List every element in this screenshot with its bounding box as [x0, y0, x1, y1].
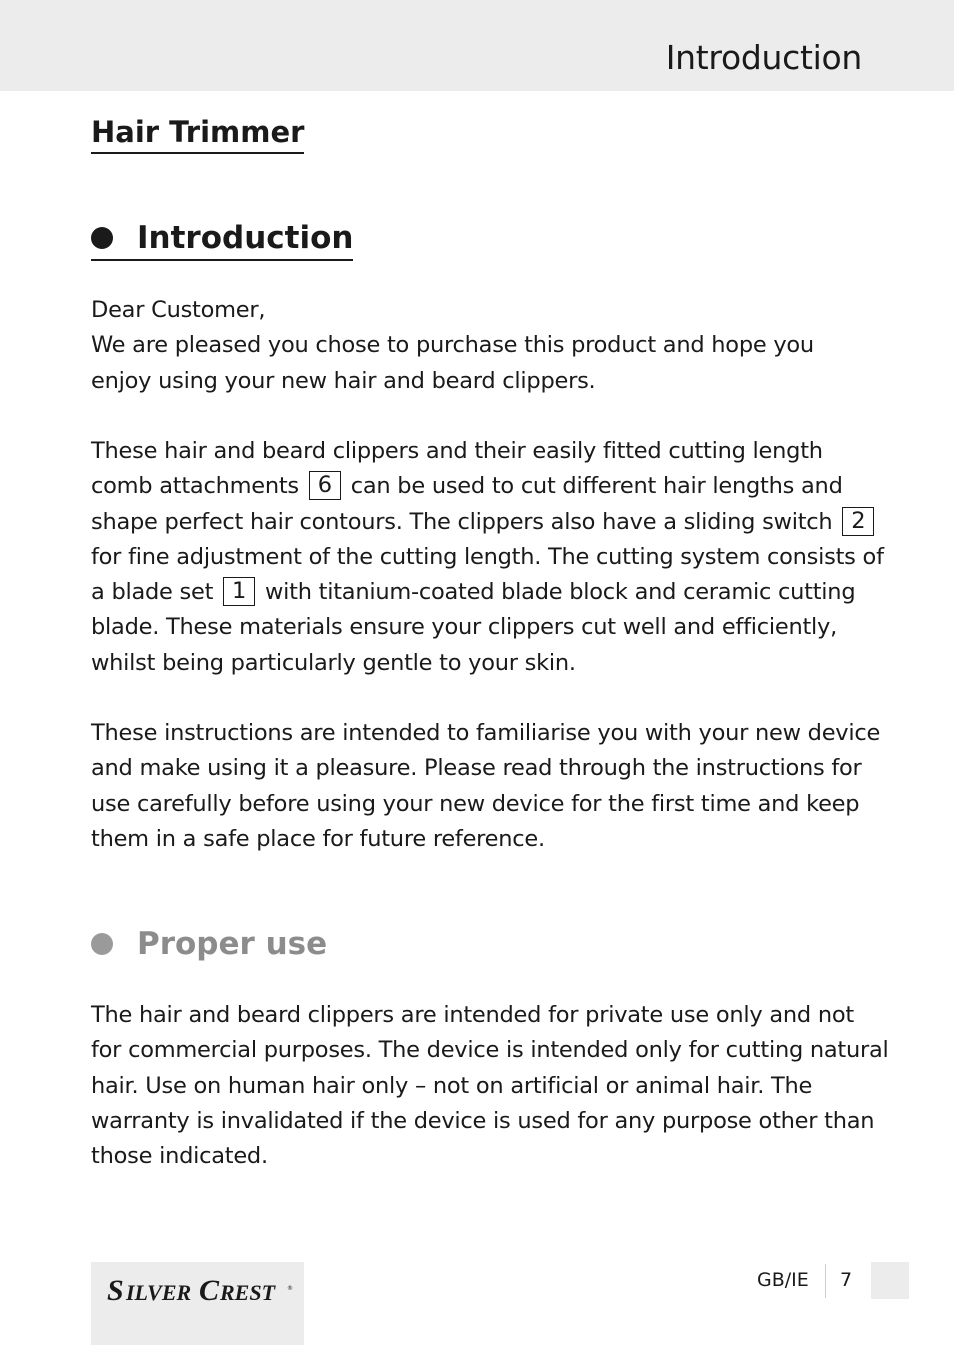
part-reference-blade: 1	[223, 577, 255, 606]
text-line	[91, 505, 871, 540]
header-band	[0, 0, 954, 91]
document-title: Hair Trimmer	[91, 114, 304, 154]
bullet-icon	[91, 933, 113, 955]
section-heading-proper-use	[91, 924, 327, 964]
text-line: them in a safe place for future reference.	[91, 825, 545, 852]
text-line: The hair and beard clippers are intended for private use only and not	[91, 1002, 854, 1028]
section-heading-label: Proper use	[137, 926, 328, 962]
text-line: warranty is invalidated if the device is used for any purpose other than	[91, 1107, 875, 1134]
section-heading-introduction	[91, 218, 353, 261]
text-line: These hair and beard clippers and their easily fitted cutting length	[91, 438, 823, 464]
footer-tab-marker	[871, 1262, 909, 1299]
footer-locale: GB/IE	[757, 1269, 809, 1291]
svg-text:C: C	[199, 1274, 220, 1306]
text-line: those indicated.	[91, 1143, 268, 1170]
text-line: blade. These materials ensure your clippers cut well and efficiently,	[91, 614, 838, 641]
bullet-icon	[91, 227, 113, 249]
paragraph-proper-use	[91, 998, 889, 1174]
svg-text:REST: REST	[220, 1280, 276, 1305]
silvercrest-logo	[107, 1270, 297, 1306]
text-fragment: a blade set	[91, 579, 214, 606]
text-line: Dear Customer,	[91, 297, 266, 323]
text-fragment: with titanium-coated blade block and ceramic cutting	[265, 579, 856, 606]
text-line: for fine adjustment of the cutting length. The cutting system consists of	[91, 543, 884, 570]
svg-text:S: S	[107, 1274, 124, 1306]
text-line: and make using it a pleasure. Please read through the instructions for	[91, 755, 862, 782]
text-line: whilst being particularly gentle to your skin.	[91, 649, 576, 676]
svg-text:®: ®	[287, 1285, 293, 1292]
page-header-title: Introduction	[665, 38, 862, 77]
paragraph-product-description	[91, 434, 884, 681]
text-line: We are pleased you chose to purchase this product and hope you	[91, 332, 814, 359]
svg-text:ILVER: ILVER	[126, 1280, 192, 1305]
text-line: These instructions are intended to familiarise you with your new device	[91, 720, 881, 746]
text-fragment: can be used to cut different hair lengths and	[350, 473, 843, 500]
text-fragment: comb attachments	[91, 473, 299, 500]
paragraph-instructions	[91, 716, 881, 857]
text-line	[91, 575, 871, 610]
footer-divider	[825, 1264, 826, 1298]
page-number: 7	[840, 1269, 853, 1291]
text-line: hair. Use on human hair only – not on artificial or animal hair. The	[91, 1072, 813, 1099]
text-fragment: shape perfect hair contours. The clippers also have a sliding switch	[91, 508, 833, 535]
paragraph-greeting	[91, 293, 871, 399]
brand-logo-box	[91, 1262, 304, 1345]
text-line	[91, 469, 871, 504]
part-reference-comb: 6	[309, 471, 341, 500]
section-heading-label: Introduction	[137, 220, 354, 256]
text-line: use carefully before using your new device for the first time and keep	[91, 790, 860, 817]
text-line: for commercial purposes. The device is intended only for cutting natural	[91, 1037, 889, 1064]
text-line: enjoy using your new hair and beard clippers.	[91, 367, 596, 394]
part-reference-switch: 2	[842, 507, 874, 536]
